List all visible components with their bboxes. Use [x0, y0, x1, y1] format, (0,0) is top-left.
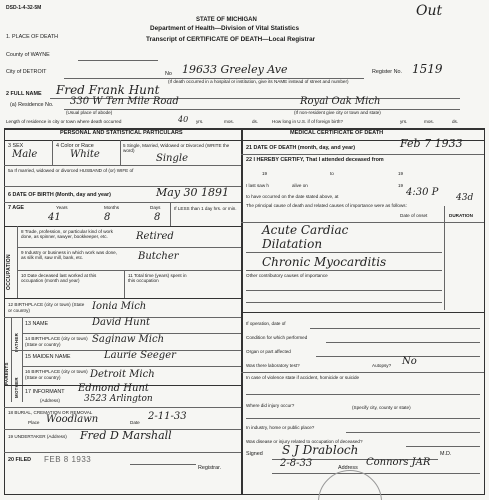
- age-months: 8: [104, 212, 111, 223]
- months-label: Months: [104, 205, 120, 210]
- certificate-title: Transcript of CERTIFICATE OF DEATH—Local Registrar: [146, 36, 316, 43]
- department-header: Department of Health—Division of Vital Statistics: [150, 25, 300, 32]
- mother-maiden-label: 15 MAIDEN NAME: [25, 354, 71, 360]
- spouse-label: 5a If married, widowed or divorced HUSBAND of (or) WIFE of: [8, 168, 134, 173]
- nineteen-3: 19: [398, 183, 404, 188]
- filed-stamp: FEB 8 1933: [44, 455, 92, 464]
- register-number: 1519: [412, 62, 443, 76]
- us-label: How long in U.S. if of foreign birth?: [272, 119, 343, 124]
- industry-value: Butcher: [138, 251, 179, 262]
- disease-label: Was disease or injury related to occupation of deceased?: [246, 439, 363, 444]
- industry-label: 9 Industry or business in which work was done, as silk mill, saw mill, bank, etc.: [21, 250, 118, 261]
- register-label: Register No.: [372, 69, 402, 75]
- md-label: M.D.: [440, 451, 452, 457]
- occupation-side-label: OCCUPATION: [6, 254, 12, 290]
- time-of-death: 4:30 P: [406, 187, 439, 198]
- us-yrs-label: yrs.: [400, 119, 408, 124]
- alive-on-label: alive on: [292, 183, 308, 188]
- usual-place-hint: (Usual place of abode): [66, 110, 113, 115]
- residence-value: 330 W Ten Mile Road: [70, 96, 179, 107]
- birthplace-value: Ionia Mich: [92, 301, 147, 312]
- nineteen-1: 19: [262, 171, 268, 176]
- residence-label: (a) Residence No.: [10, 102, 54, 108]
- nineteen-2: 19: [398, 171, 404, 176]
- burial-date-label: Date: [130, 420, 140, 425]
- no-label: No: [165, 71, 172, 77]
- trade-value: Retired: [136, 231, 174, 242]
- violence-label: In case of violence state if accident, homicide or suicide: [246, 375, 360, 380]
- signature: S J Drabloch: [282, 443, 359, 457]
- informant-name: Edmond Hunt: [78, 383, 149, 394]
- length-residence-label: Length of residence in city or town where death occurred: [6, 119, 122, 124]
- duration-label: DURATION: [449, 213, 473, 218]
- color-value: White: [70, 149, 100, 160]
- death-address: 19633 Greeley Ave: [182, 63, 288, 76]
- cause-line-3: Chronic Myocarditis: [262, 255, 387, 269]
- cause-line-2: Dilatation: [262, 237, 323, 251]
- injury-label: Where did injury occur?: [246, 403, 295, 408]
- if-less-label: If LESS than 1 day hrs. or min.: [174, 206, 237, 211]
- marital-value: Single: [156, 153, 189, 164]
- parents-side-label: PARENTS: [4, 362, 9, 385]
- full-name-label: 2 FULL NAME: [6, 91, 42, 97]
- father-birthplace: Saginaw Mich: [92, 334, 165, 345]
- father-name: David Hunt: [92, 317, 151, 328]
- contributory-label: Other contributory causes of importance: [246, 273, 328, 278]
- length-residence-value: 40: [178, 115, 189, 124]
- birthplace-label: 12 BIRTHPLACE (city or town) (State or country): [8, 302, 85, 313]
- city-state-hint: (If non-resident give city or town and state): [294, 110, 381, 115]
- age-years: 41: [48, 212, 61, 223]
- city-label: City of DETROIT: [6, 69, 47, 75]
- burial-place-label: Place: [28, 420, 40, 425]
- signature-address: Connors JAR: [366, 457, 431, 468]
- place-of-death-label: 1. PLACE OF DEATH: [6, 34, 59, 40]
- years-label: Years: [56, 205, 68, 210]
- seal-stamp: [318, 470, 382, 500]
- informant-address-label: (Address): [40, 398, 60, 403]
- father-name-label: 13 NAME: [25, 321, 49, 327]
- us-mos-label: mos.: [424, 119, 434, 124]
- form-code: DSD-1-4-32-5M: [6, 5, 42, 11]
- signed-label: Signed: [246, 451, 263, 457]
- burial-date: 2-11-33: [148, 411, 187, 422]
- informant-label: 17 INFORMANT: [25, 389, 65, 395]
- burial-place: Woodlawn: [46, 414, 99, 425]
- injury-hint: (Specify city, county or state): [352, 405, 411, 410]
- mother-birthplace: Detroit Mich: [90, 369, 155, 380]
- mos-label: mos.: [224, 119, 234, 124]
- yrs-label: yrs.: [196, 119, 204, 124]
- marital-label: 5 Single, Married, Widowed or Divorced (WRITE the word): [123, 143, 230, 154]
- burial-label: 18 BURIAL, CREMATION OR REMOVAL: [8, 410, 93, 415]
- last-saw-label: I last saw h: [246, 183, 269, 188]
- address-hint: (If death occurred in a hospital or institution, give its NAME instead of street and number): [168, 79, 349, 84]
- ds-label: ds.: [252, 119, 259, 124]
- sig-address-label: Address: [338, 465, 358, 471]
- county-label: County of WAYNE: [6, 52, 50, 58]
- father-birthplace-label: 14 BIRTHPLACE (city or town) (State or country): [25, 336, 88, 347]
- cause-line-1: Acute Cardiac: [262, 223, 349, 237]
- filed-label: 20 FILED: [8, 457, 32, 463]
- date-of-death: Feb 7 1933: [400, 137, 463, 150]
- color-label: 4 Color or Race: [56, 143, 94, 149]
- lastwork-label: 10 Date deceased last worked at this occupation (month and year): [21, 273, 97, 284]
- days-label: Days: [150, 205, 161, 210]
- trade-label: 8 Trade, profession, or particular kind of work done, as spinner, sawyer, bookkeeper, etc.: [21, 229, 113, 240]
- registrar-label: Registrar.: [198, 465, 222, 471]
- sex-value: Male: [12, 149, 38, 160]
- us-ds-label: ds.: [452, 119, 459, 124]
- total-time-label: 11 Total time (years) spent in this occupation: [128, 273, 187, 284]
- signature-date: 2-8-33: [280, 458, 313, 469]
- out-stamp: Out: [416, 3, 443, 19]
- condition-label: Condition for which performed: [246, 335, 308, 340]
- medical-heading: MEDICAL CERTIFICATE OF DEATH: [290, 130, 384, 136]
- personal-heading: PERSONAL AND STATISTICAL PARTICULARS: [60, 130, 183, 136]
- dob-value: May 30 1891: [156, 186, 230, 199]
- mother-side-label: MOTHER: [14, 377, 19, 398]
- industry-home-label: In industry, home or public place?: [246, 425, 315, 430]
- operation-label: If operation, date of: [246, 321, 286, 326]
- lab-test-label: Was there laboratory test?: [246, 363, 300, 368]
- mother-birthplace-label: 16 BIRTHPLACE (city or town) (State or country): [25, 369, 88, 380]
- sex-label: 3 SEX: [8, 143, 24, 149]
- age-label: 7 AGE: [8, 205, 24, 211]
- cause-label: The principal cause of death and related causes of importance were as follows:: [246, 203, 407, 208]
- informant-address: 3523 Arlington: [84, 394, 153, 404]
- date-of-death-label: 21 DATE OF DEATH (month, day, and year): [246, 145, 356, 151]
- mother-maiden-name: Laurie Seeger: [104, 350, 176, 361]
- undertaker-label: 19 UNDERTAKER (Address): [8, 434, 67, 439]
- to-label: to: [330, 171, 334, 176]
- residence-city: Royal Oak Mich: [300, 96, 381, 107]
- dob-label: 6 DATE OF BIRTH (Month, day and year): [8, 192, 111, 198]
- died-label: to have occurred on the date stated above, at: [246, 194, 339, 199]
- autopsy-label: Autopsy?: [372, 363, 392, 368]
- onset-note: 43d: [456, 193, 474, 203]
- autopsy-value: No: [402, 356, 417, 367]
- father-side-label: FATHER: [14, 332, 19, 352]
- undertaker-value: Fred D Marshall: [80, 429, 172, 442]
- full-name: Fred Frank Hunt: [56, 83, 160, 97]
- state-header: STATE OF MICHIGAN: [196, 17, 257, 23]
- certify-label: 22 I HEREBY CERTIFY, That I attended deceased from: [246, 157, 384, 163]
- age-days: 8: [154, 212, 161, 223]
- organ-label: Organ or part affected: [246, 349, 291, 354]
- date-onset-label: Date of onset: [400, 213, 428, 218]
